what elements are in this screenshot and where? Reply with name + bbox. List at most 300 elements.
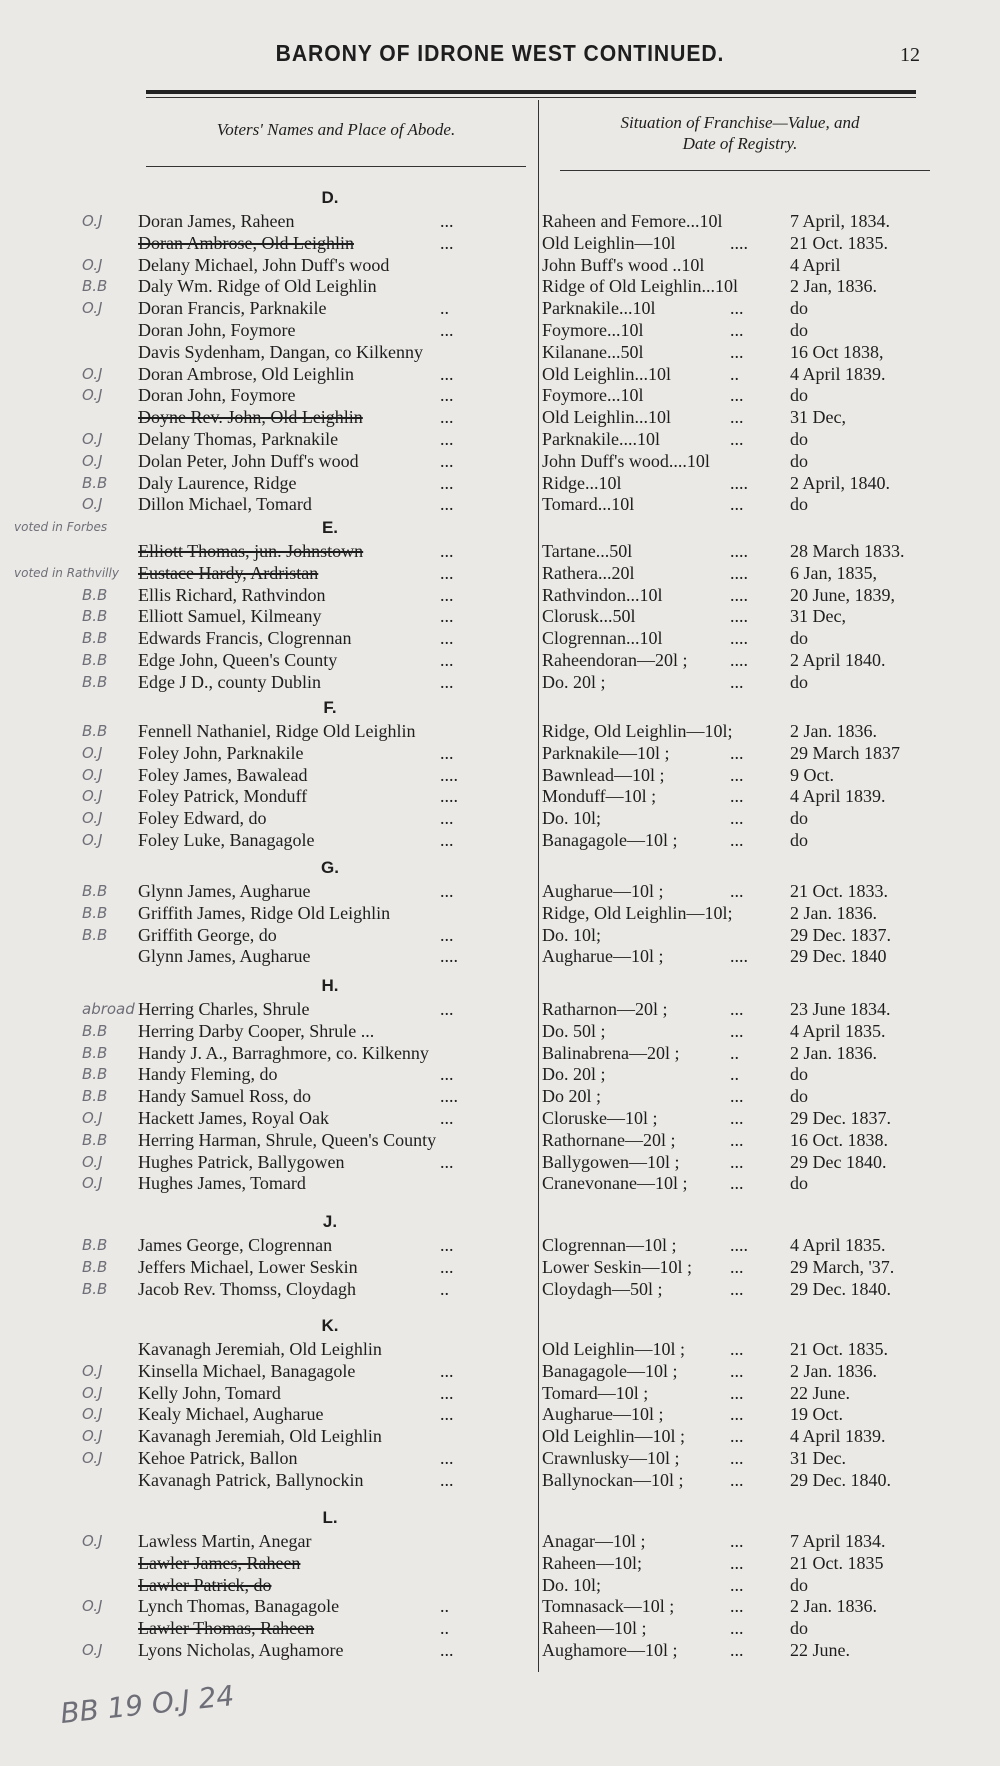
- voter-name: Foley Edward, do: [138, 808, 267, 829]
- header-rule: [146, 90, 916, 94]
- leader-dots: ....: [440, 946, 458, 967]
- leader-dots: ...: [730, 742, 744, 763]
- franchise-value: Raheendoran—20l ;: [542, 650, 688, 670]
- voter-entry: [0, 493, 1000, 515]
- leader-dots: ....: [730, 232, 748, 253]
- registry-date: do: [790, 628, 808, 649]
- margin-annotation: B.B: [82, 629, 108, 648]
- leader-dots: ....: [730, 472, 748, 493]
- registry-date: 9 Oct.: [790, 764, 834, 785]
- voter-entry: [0, 450, 1000, 472]
- leader-dots: ...: [730, 1108, 744, 1128]
- margin-annotation: O.J: [82, 1405, 103, 1424]
- voter-name: Lawler James, Raheen: [138, 1552, 301, 1573]
- voter-name: Lawler Thomas, Raheen: [138, 1618, 315, 1639]
- leader-dots: ...: [730, 1531, 744, 1551]
- voter-entry: [0, 1338, 1000, 1360]
- voter-name: Handy Fleming, do: [138, 1064, 278, 1085]
- voter-name: Daly Laurence, Ridge: [138, 472, 297, 493]
- registry-date: 23 June 1834.: [790, 999, 891, 1019]
- franchise-value: Kilanane...50l: [542, 341, 644, 362]
- margin-annotation: B.B: [82, 722, 108, 740]
- leader-dots: ...: [730, 1173, 744, 1194]
- voter-name: Jacob Rev. Thomss, Cloydagh: [138, 1278, 356, 1299]
- voter-name: Jeffers Michael, Lower Seskin: [138, 1256, 358, 1277]
- voter-name: Edge J D., county Dublin: [138, 671, 321, 692]
- voter-entry: [0, 1063, 1000, 1085]
- margin-note: voted in Rathvilly: [14, 566, 119, 580]
- voter-name: Doran Ambrose, Old Leighlin: [138, 232, 354, 253]
- registry-date: do: [790, 671, 808, 692]
- registry-date: do: [790, 1173, 808, 1194]
- voter-name: Kealy Michael, Augharue: [138, 1404, 324, 1425]
- margin-annotation: B.B: [82, 277, 108, 296]
- leader-dots: ...: [730, 385, 744, 406]
- leader-dots: ..: [440, 1618, 449, 1639]
- section-letter: E.: [321, 518, 339, 537]
- franchise-value: Do. 10l;: [542, 808, 602, 829]
- voter-entry: [0, 232, 1000, 254]
- franchise-value: John Duff's wood....10l: [542, 450, 710, 471]
- voter-name: Foley Patrick, Monduff: [138, 786, 308, 807]
- voter-name: James George, Clogrennan: [138, 1235, 333, 1255]
- voter-name: Griffith George, do: [138, 924, 277, 945]
- franchise-value: Rathvindon...10l: [542, 584, 663, 605]
- franchise-value: Clogrennan—10l ;: [542, 1235, 677, 1255]
- margin-annotation: abroad: [82, 1000, 135, 1018]
- margin-annotation: O.J: [82, 809, 103, 828]
- voter-name: Doyne Rev. John, Old Leighlin: [138, 407, 363, 428]
- voter-name: Davis Sydenham, Dangan, co Kilkenny: [138, 341, 423, 362]
- voter-name: Doran Francis, Parknakile: [138, 298, 327, 319]
- leader-dots: ...: [440, 742, 454, 763]
- voter-entry: [0, 297, 1000, 319]
- voter-name: Doran James, Raheen: [138, 211, 295, 231]
- margin-annotation: B.B: [82, 607, 108, 626]
- voter-name: Kinsella Michael, Banagagole: [138, 1360, 356, 1381]
- registry-date: 22 June.: [790, 1640, 850, 1660]
- column-heading-rule: [146, 166, 526, 167]
- franchise-value: Ridge...10l: [542, 472, 622, 493]
- leader-dots: ....: [730, 541, 748, 561]
- registry-date: 2 Jan. 1836.: [790, 902, 877, 923]
- margin-annotation: O.J: [82, 212, 103, 230]
- margin-annotation: B.B: [82, 1065, 108, 1084]
- registry-date: 6 Jan, 1835,: [790, 562, 877, 583]
- margin-annotation: O.J: [82, 1174, 103, 1193]
- section-letter: F.: [323, 698, 337, 717]
- registry-date: 31 Dec,: [790, 407, 846, 428]
- voter-entry: [0, 275, 1000, 297]
- voter-entry: [0, 627, 1000, 649]
- registry-date: 7 April, 1834.: [790, 211, 891, 231]
- margin-annotation: B.B: [82, 925, 108, 944]
- voter-entry: [0, 1530, 1000, 1552]
- voter-entry: [0, 902, 1000, 924]
- leader-dots: ...: [730, 999, 744, 1019]
- voter-entry: [0, 742, 1000, 764]
- voter-entry: [0, 1129, 1000, 1151]
- registry-date: do: [790, 1064, 808, 1085]
- margin-annotation: O.J: [82, 1361, 103, 1380]
- franchise-value: Crawnlusky—10l ;: [542, 1448, 680, 1468]
- registry-date: 29 Dec. 1840.: [790, 1469, 891, 1490]
- voter-entry: [0, 1425, 1000, 1447]
- leader-dots: ...: [440, 211, 454, 231]
- franchise-value: Monduff—10l ;: [542, 786, 657, 807]
- leader-dots: ...: [730, 1086, 744, 1107]
- franchise-value: Do. 20l ;: [542, 671, 606, 692]
- leader-dots: ...: [440, 1404, 454, 1425]
- leader-dots: ....: [730, 562, 748, 583]
- voter-name: Lynch Thomas, Banagagole: [138, 1596, 340, 1617]
- registry-date: 29 March 1837: [790, 742, 900, 763]
- franchise-value: Tomard—10l ;: [542, 1382, 649, 1403]
- voter-name: Lawler Patrick, do: [138, 1574, 272, 1595]
- leader-dots: ...: [440, 881, 454, 901]
- margin-annotation: O.J: [82, 831, 103, 849]
- leader-dots: ...: [440, 407, 454, 428]
- franchise-value: Do. 10l;: [542, 1574, 602, 1595]
- registry-date: 16 Oct. 1838.: [790, 1129, 888, 1150]
- registry-date: do: [790, 808, 808, 829]
- registry-date: do: [790, 320, 808, 340]
- franchise-value: Do 20l ;: [542, 1086, 602, 1107]
- franchise-value: Do. 20l ;: [542, 1064, 606, 1085]
- margin-annotation: O.J: [82, 1383, 103, 1402]
- franchise-value: Parknakile...10l: [542, 298, 656, 319]
- registry-date: 2 April, 1840.: [790, 472, 891, 493]
- voter-entry: [0, 945, 1000, 967]
- voter-entry: [0, 428, 1000, 450]
- margin-annotation: B.B: [82, 1021, 108, 1040]
- voter-entry: [0, 1360, 1000, 1382]
- margin-annotation: B.B: [82, 473, 108, 492]
- leader-dots: ...: [730, 407, 744, 428]
- leader-dots: ...: [440, 999, 454, 1019]
- voter-entry: [0, 540, 1000, 562]
- voter-name: Elliott Thomas, jun. Johnstown: [138, 541, 364, 561]
- registry-date: do: [790, 830, 808, 850]
- margin-annotation: O.J: [82, 451, 103, 470]
- voter-entry: [0, 720, 1000, 742]
- leader-dots: ...: [730, 1426, 744, 1447]
- voter-name: Herring Harman, Shrule, Queen's County: [138, 1129, 437, 1150]
- registry-date: 4 April 1839.: [790, 363, 886, 384]
- franchise-value: Old Leighlin—10l: [542, 232, 676, 253]
- leader-dots: ...: [440, 562, 454, 583]
- leader-dots: ...: [730, 341, 744, 362]
- voter-entry: [0, 880, 1000, 902]
- voter-name: Eustace Hardy, Ardristan: [138, 562, 319, 583]
- leader-dots: ...: [440, 363, 454, 384]
- leader-dots: ...: [440, 429, 454, 449]
- voter-entry: [0, 341, 1000, 363]
- leader-dots: ...: [730, 1360, 744, 1381]
- margin-annotation: B.B: [82, 672, 108, 691]
- margin-annotation: B.B: [82, 1236, 108, 1254]
- margin-annotation: O.J: [82, 1427, 103, 1446]
- voter-entry: [0, 319, 1000, 341]
- franchise-value: Foymore...10l: [542, 320, 644, 340]
- voter-entry: [0, 1256, 1000, 1278]
- voter-name: Daly Wm. Ridge of Old Leighlin: [138, 276, 377, 297]
- franchise-value: Ridge, Old Leighlin—10l;: [542, 721, 733, 741]
- leader-dots: ...: [730, 830, 744, 850]
- margin-annotation: O.J: [82, 1152, 103, 1171]
- leader-dots: ...: [440, 1235, 454, 1255]
- voter-entry: [0, 254, 1000, 276]
- leader-dots: ...: [440, 1448, 454, 1468]
- leader-dots: ..: [730, 363, 739, 384]
- leader-dots: ...: [730, 1596, 744, 1617]
- voter-entry: [0, 384, 1000, 406]
- leader-dots: ...: [440, 584, 454, 605]
- registry-date: do: [790, 494, 808, 515]
- voter-name: Kavanagh Jeremiah, Old Leighlin: [138, 1426, 382, 1447]
- leader-dots: ..: [440, 1278, 449, 1299]
- voter-name: Delany Michael, John Duff's wood: [138, 254, 390, 275]
- leader-dots: ...: [440, 541, 454, 561]
- registry-date: 21 Oct. 1835.: [790, 232, 888, 253]
- leader-dots: ...: [730, 298, 744, 319]
- voter-name: Doran John, Foymore: [138, 320, 296, 340]
- franchise-value: Do. 50l ;: [542, 1020, 606, 1041]
- voter-entry: [0, 1617, 1000, 1639]
- voter-name: Herring Darby Cooper, Shrule ...: [138, 1020, 375, 1041]
- column-heading-franchise-line2: Date of Registry.: [682, 134, 798, 153]
- voter-name: Edwards Francis, Clogrennan: [138, 628, 352, 649]
- header-rule-thin: [146, 97, 916, 98]
- voter-name: Herring Charles, Shrule: [138, 999, 310, 1019]
- leader-dots: ...: [440, 385, 454, 406]
- voter-entry: [0, 1107, 1000, 1129]
- voter-name: Foley Luke, Banagagole: [138, 830, 315, 850]
- franchise-value: Cloydagh—50l ;: [542, 1278, 663, 1299]
- leader-dots: ...: [730, 1574, 744, 1595]
- leader-dots: ...: [730, 320, 744, 340]
- margin-note: voted in Forbes: [14, 520, 108, 534]
- leader-dots: ...: [440, 320, 454, 340]
- leader-dots: ..: [440, 298, 449, 319]
- franchise-value: Balinabrena—20l ;: [542, 1042, 680, 1063]
- voter-entry: [0, 785, 1000, 807]
- franchise-value: Ballynockan—10l ;: [542, 1469, 684, 1490]
- registry-date: do: [790, 1618, 808, 1639]
- voter-name: Elliott Samuel, Kilmeany: [138, 606, 322, 627]
- leader-dots: ...: [440, 650, 454, 670]
- margin-annotation: B.B: [82, 1279, 108, 1298]
- margin-annotation: O.J: [82, 430, 103, 448]
- voter-entry: [0, 406, 1000, 428]
- registry-date: 2 Jan. 1836.: [790, 721, 877, 741]
- voter-entry: [0, 1639, 1000, 1661]
- leader-dots: ...: [440, 1256, 454, 1277]
- voter-name: Kavanagh Patrick, Ballynockin: [138, 1469, 364, 1490]
- franchise-value: Cloruske—10l ;: [542, 1108, 658, 1128]
- leader-dots: ...: [440, 1360, 454, 1381]
- leader-dots: ...: [730, 1640, 744, 1660]
- voter-entry: [0, 1552, 1000, 1574]
- handwritten-tally: BB 19 O.J 24: [58, 1678, 236, 1731]
- voter-entry: [0, 1403, 1000, 1425]
- franchise-value: Augharue—10l ;: [542, 1404, 664, 1425]
- registry-date: 2 Jan. 1836.: [790, 1360, 877, 1381]
- voter-name: Griffith James, Ridge Old Leighlin: [138, 902, 391, 923]
- franchise-value: Bawnlead—10l ;: [542, 764, 665, 785]
- margin-annotation: O.J: [82, 255, 103, 274]
- franchise-value: Raheen—10l;: [542, 1552, 642, 1573]
- registry-date: 4 April 1839.: [790, 1426, 886, 1447]
- margin-annotation: B.B: [82, 1130, 108, 1149]
- franchise-value: Do. 10l;: [542, 924, 602, 945]
- registry-date: 7 April 1834.: [790, 1531, 886, 1551]
- voter-entry: [0, 1574, 1000, 1596]
- voter-name: Dillon Michael, Tomard: [138, 494, 312, 515]
- registry-date: 20 June, 1839,: [790, 584, 895, 605]
- voter-name: Handy J. A., Barraghmore, co. Kilkenny: [138, 1042, 429, 1063]
- voter-entry: [0, 1234, 1000, 1256]
- margin-annotation: B.B: [82, 1087, 108, 1106]
- leader-dots: ....: [730, 584, 748, 605]
- leader-dots: ...: [730, 1278, 744, 1299]
- franchise-value: John Buff's wood ..10l: [542, 254, 705, 275]
- margin-annotation: B.B: [82, 903, 108, 922]
- leader-dots: ..: [730, 1064, 739, 1085]
- registry-date: do: [790, 429, 808, 449]
- column-heading-franchise-line1: Situation of Franchise—Value, and: [620, 113, 860, 132]
- leader-dots: ...: [730, 786, 744, 807]
- registry-date: 16 Oct 1838,: [790, 341, 884, 362]
- margin-annotation: B.B: [82, 585, 108, 604]
- voter-entry: [0, 764, 1000, 786]
- leader-dots: ...: [440, 1469, 454, 1490]
- margin-annotation: B.B: [82, 1043, 108, 1062]
- margin-annotation: O.J: [82, 1641, 103, 1659]
- franchise-value: Old Leighlin...10l: [542, 407, 671, 428]
- voter-entry: [0, 1595, 1000, 1617]
- franchise-value: Cranevonane—10l ;: [542, 1173, 688, 1194]
- registry-date: 31 Dec,: [790, 606, 846, 627]
- leader-dots: ...: [440, 472, 454, 493]
- franchise-value: Augharue—10l ;: [542, 881, 664, 901]
- leader-dots: ....: [730, 946, 748, 967]
- registry-date: 21 Oct. 1835: [790, 1552, 884, 1573]
- franchise-value: Rathera...20l: [542, 562, 635, 583]
- franchise-value: Raheen and Femore...10l: [542, 211, 723, 231]
- margin-annotation: O.J: [82, 364, 103, 383]
- voter-name: Delany Thomas, Parknakile: [138, 429, 339, 449]
- section-letter: G.: [321, 858, 339, 877]
- franchise-value: Clogrennan...10l: [542, 628, 663, 649]
- registry-date: 2 Jan. 1836.: [790, 1596, 877, 1617]
- leader-dots: ...: [730, 1382, 744, 1403]
- franchise-value: Lower Seskin—10l ;: [542, 1256, 692, 1277]
- registry-date: 29 Dec. 1837.: [790, 924, 891, 945]
- margin-annotation: O.J: [82, 787, 103, 806]
- voter-entry: [0, 671, 1000, 693]
- registry-date: 29 Dec 1840.: [790, 1151, 887, 1172]
- leader-dots: ...: [440, 450, 454, 471]
- voter-name: Dolan Peter, John Duff's wood: [138, 450, 359, 471]
- leader-dots: ...: [730, 494, 744, 515]
- franchise-value: Old Leighlin—10l ;: [542, 1426, 685, 1447]
- leader-dots: ...: [730, 1151, 744, 1172]
- leader-dots: ...: [730, 1469, 744, 1490]
- leader-dots: ...: [440, 494, 454, 515]
- registry-date: 4 April 1835.: [790, 1020, 886, 1041]
- leader-dots: ...: [440, 606, 454, 627]
- franchise-value: Banagagole—10l ;: [542, 1360, 678, 1381]
- voter-entry: [0, 1042, 1000, 1064]
- voter-entry: [0, 1278, 1000, 1300]
- voter-name: Doran Ambrose, Old Leighlin: [138, 363, 354, 384]
- leader-dots: ...: [730, 1618, 744, 1639]
- franchise-value: Old Leighlin—10l ;: [542, 1339, 685, 1359]
- leader-dots: ....: [730, 628, 748, 649]
- registry-date: 4 April: [790, 254, 841, 275]
- column-heading-franchise: [560, 112, 920, 154]
- margin-annotation: O.J: [82, 765, 103, 784]
- leader-dots: ...: [730, 1129, 744, 1150]
- registry-date: 2 April 1840.: [790, 650, 886, 670]
- voter-entry: [0, 363, 1000, 385]
- leader-dots: ...: [730, 1339, 744, 1359]
- leader-dots: ...: [440, 1064, 454, 1085]
- voter-name: Glynn James, Augharue: [138, 881, 311, 901]
- voter-entry: [0, 1151, 1000, 1173]
- section-letter: H.: [321, 976, 339, 995]
- margin-annotation: O.J: [82, 299, 103, 318]
- margin-annotation: O.J: [82, 495, 103, 514]
- leader-dots: ...: [440, 671, 454, 692]
- voter-entry: [0, 1469, 1000, 1491]
- voter-entry: [0, 1382, 1000, 1404]
- voter-name: Kehoe Patrick, Ballon: [138, 1448, 298, 1468]
- registry-date: 2 Jan. 1836.: [790, 1042, 877, 1063]
- franchise-value: Ballygowen—10l ;: [542, 1151, 680, 1172]
- voter-name: Ellis Richard, Rathvindon: [138, 584, 326, 605]
- leader-dots: ....: [440, 764, 458, 785]
- voter-entry: [0, 605, 1000, 627]
- franchise-value: Raheen—10l ;: [542, 1618, 647, 1639]
- registry-date: 22 June.: [790, 1382, 850, 1403]
- leader-dots: ...: [730, 764, 744, 785]
- leader-dots: ...: [730, 1256, 744, 1277]
- registry-date: do: [790, 1086, 808, 1107]
- registry-date: 2 Jan, 1836.: [790, 276, 877, 297]
- margin-annotation: O.J: [82, 743, 103, 762]
- column-heading-rule: [560, 170, 930, 171]
- franchise-value: Augharue—10l ;: [542, 946, 664, 967]
- leader-dots: ....: [730, 1235, 748, 1255]
- registry-date: 28 March 1833.: [790, 541, 905, 561]
- voter-entry: [0, 1085, 1000, 1107]
- voter-name: Kelly John, Tomard: [138, 1382, 281, 1403]
- voter-name: Doran John, Foymore: [138, 385, 296, 406]
- franchise-value: Tomnasack—10l ;: [542, 1596, 675, 1617]
- franchise-value: Aughamore—10l ;: [542, 1640, 678, 1660]
- voter-name: Kavanagh Jeremiah, Old Leighlin: [138, 1339, 382, 1359]
- voter-entry: [0, 584, 1000, 606]
- voter-name: Foley John, Parknakile: [138, 742, 304, 763]
- franchise-value: Old Leighlin...10l: [542, 363, 671, 384]
- voter-name: Lyons Nicholas, Aughamore: [138, 1640, 344, 1660]
- registry-date: 29 Dec. 1840: [790, 946, 887, 967]
- voter-entry: [0, 562, 1000, 584]
- voter-entry: [0, 998, 1000, 1020]
- franchise-value: Anagar—10l ;: [542, 1531, 646, 1551]
